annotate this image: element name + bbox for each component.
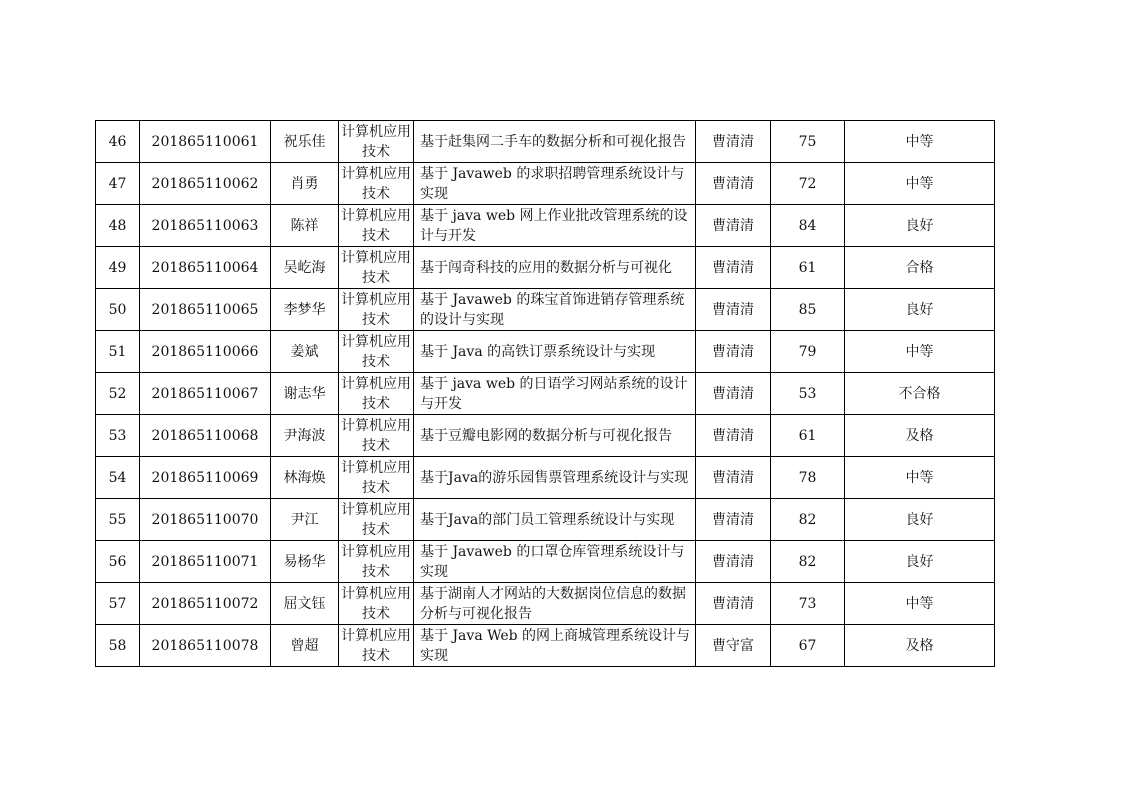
score-cell: 78 <box>771 457 845 499</box>
grade-cell: 不合格 <box>845 373 995 415</box>
student-name-cell: 屈文钰 <box>271 583 339 625</box>
major-cell: 计算机应用技术 <box>339 247 414 289</box>
row-number-cell: 49 <box>96 247 140 289</box>
student-name-cell: 陈祥 <box>271 205 339 247</box>
grade-cell: 良好 <box>845 499 995 541</box>
advisor-cell: 曹清清 <box>696 247 771 289</box>
major-cell: 计算机应用技术 <box>339 415 414 457</box>
thesis-title-cell: 基于 Javaweb 的求职招聘管理系统设计与实现 <box>414 163 696 205</box>
score-cell: 79 <box>771 331 845 373</box>
major-cell: 计算机应用技术 <box>339 499 414 541</box>
student-name-cell: 祝乐佳 <box>271 121 339 163</box>
student-name-cell: 吴屹海 <box>271 247 339 289</box>
grades-table <box>95 120 995 667</box>
table-row <box>96 163 995 205</box>
student-id-cell: 201865110066 <box>140 331 271 373</box>
thesis-title-cell: 基于 Java 的高铁订票系统设计与实现 <box>414 331 696 373</box>
score-cell: 75 <box>771 121 845 163</box>
grade-cell: 中等 <box>845 121 995 163</box>
thesis-title-cell: 基于闯奇科技的应用的数据分析与可视化 <box>414 247 696 289</box>
row-number-cell: 57 <box>96 583 140 625</box>
table-row <box>96 625 995 667</box>
grade-cell: 中等 <box>845 163 995 205</box>
major-cell: 计算机应用技术 <box>339 457 414 499</box>
student-name-cell: 易杨华 <box>271 541 339 583</box>
table-row <box>96 373 995 415</box>
major-cell: 计算机应用技术 <box>339 625 414 667</box>
student-name-cell: 肖勇 <box>271 163 339 205</box>
row-number-cell: 58 <box>96 625 140 667</box>
major-cell: 计算机应用技术 <box>339 373 414 415</box>
score-cell: 61 <box>771 415 845 457</box>
score-cell: 85 <box>771 289 845 331</box>
major-cell: 计算机应用技术 <box>339 541 414 583</box>
grade-cell: 良好 <box>845 289 995 331</box>
student-id-cell: 201865110072 <box>140 583 271 625</box>
student-id-cell: 201865110064 <box>140 247 271 289</box>
major-cell: 计算机应用技术 <box>339 583 414 625</box>
major-cell: 计算机应用技术 <box>339 163 414 205</box>
student-name-cell: 尹海波 <box>271 415 339 457</box>
row-number-cell: 51 <box>96 331 140 373</box>
major-cell: 计算机应用技术 <box>339 289 414 331</box>
advisor-cell: 曹清清 <box>696 415 771 457</box>
grade-cell: 中等 <box>845 583 995 625</box>
table-row <box>96 247 995 289</box>
row-number-cell: 50 <box>96 289 140 331</box>
table-row <box>96 121 995 163</box>
thesis-title-cell: 基于 Java Web 的网上商城管理系统设计与实现 <box>414 625 696 667</box>
major-cell: 计算机应用技术 <box>339 205 414 247</box>
advisor-cell: 曹清清 <box>696 121 771 163</box>
advisor-cell: 曹清清 <box>696 331 771 373</box>
student-name-cell: 姜斌 <box>271 331 339 373</box>
thesis-title-cell: 基于Java的部门员工管理系统设计与实现 <box>414 499 696 541</box>
grade-cell: 良好 <box>845 205 995 247</box>
student-id-cell: 201865110070 <box>140 499 271 541</box>
student-id-cell: 201865110061 <box>140 121 271 163</box>
advisor-cell: 曹清清 <box>696 583 771 625</box>
student-name-cell: 李梦华 <box>271 289 339 331</box>
student-id-cell: 201865110068 <box>140 415 271 457</box>
major-cell: 计算机应用技术 <box>339 331 414 373</box>
table-row <box>96 289 995 331</box>
grade-cell: 及格 <box>845 625 995 667</box>
score-cell: 67 <box>771 625 845 667</box>
thesis-title-cell: 基于 Javaweb 的口罩仓库管理系统设计与实现 <box>414 541 696 583</box>
grade-cell: 合格 <box>845 247 995 289</box>
score-cell: 53 <box>771 373 845 415</box>
student-id-cell: 201865110065 <box>140 289 271 331</box>
student-id-cell: 201865110062 <box>140 163 271 205</box>
row-number-cell: 52 <box>96 373 140 415</box>
table-row <box>96 457 995 499</box>
score-cell: 72 <box>771 163 845 205</box>
student-name-cell: 尹江 <box>271 499 339 541</box>
student-id-cell: 201865110063 <box>140 205 271 247</box>
score-cell: 82 <box>771 541 845 583</box>
advisor-cell: 曹清清 <box>696 373 771 415</box>
score-cell: 73 <box>771 583 845 625</box>
grade-cell: 良好 <box>845 541 995 583</box>
advisor-cell: 曹守富 <box>696 625 771 667</box>
advisor-cell: 曹清清 <box>696 205 771 247</box>
thesis-title-cell: 基于湖南人才网站的大数据岗位信息的数据分析与可视化报告 <box>414 583 696 625</box>
table-row <box>96 331 995 373</box>
major-cell: 计算机应用技术 <box>339 121 414 163</box>
score-cell: 84 <box>771 205 845 247</box>
table-row <box>96 205 995 247</box>
advisor-cell: 曹清清 <box>696 163 771 205</box>
student-id-cell: 201865110067 <box>140 373 271 415</box>
row-number-cell: 55 <box>96 499 140 541</box>
row-number-cell: 48 <box>96 205 140 247</box>
grade-cell: 中等 <box>845 457 995 499</box>
advisor-cell: 曹清清 <box>696 541 771 583</box>
grades-table-body <box>96 121 995 667</box>
student-id-cell: 201865110069 <box>140 457 271 499</box>
student-id-cell: 201865110071 <box>140 541 271 583</box>
thesis-title-cell: 基于 Javaweb 的珠宝首饰进销存管理系统的设计与实现 <box>414 289 696 331</box>
thesis-title-cell: 基于 java web 的日语学习网站系统的设计与开发 <box>414 373 696 415</box>
grade-cell: 中等 <box>845 331 995 373</box>
score-cell: 61 <box>771 247 845 289</box>
row-number-cell: 47 <box>96 163 140 205</box>
advisor-cell: 曹清清 <box>696 289 771 331</box>
grade-cell: 及格 <box>845 415 995 457</box>
table-row <box>96 583 995 625</box>
row-number-cell: 53 <box>96 415 140 457</box>
table-row <box>96 415 995 457</box>
student-name-cell: 谢志华 <box>271 373 339 415</box>
table-row <box>96 541 995 583</box>
row-number-cell: 46 <box>96 121 140 163</box>
score-cell: 82 <box>771 499 845 541</box>
advisor-cell: 曹清清 <box>696 457 771 499</box>
thesis-title-cell: 基于Java的游乐园售票管理系统设计与实现 <box>414 457 696 499</box>
thesis-title-cell: 基于赶集网二手车的数据分析和可视化报告 <box>414 121 696 163</box>
row-number-cell: 54 <box>96 457 140 499</box>
row-number-cell: 56 <box>96 541 140 583</box>
student-name-cell: 曾超 <box>271 625 339 667</box>
advisor-cell: 曹清清 <box>696 499 771 541</box>
thesis-title-cell: 基于豆瓣电影网的数据分析与可视化报告 <box>414 415 696 457</box>
student-id-cell: 201865110078 <box>140 625 271 667</box>
thesis-title-cell: 基于 java web 网上作业批改管理系统的设计与开发 <box>414 205 696 247</box>
table-row <box>96 499 995 541</box>
student-name-cell: 林海焕 <box>271 457 339 499</box>
